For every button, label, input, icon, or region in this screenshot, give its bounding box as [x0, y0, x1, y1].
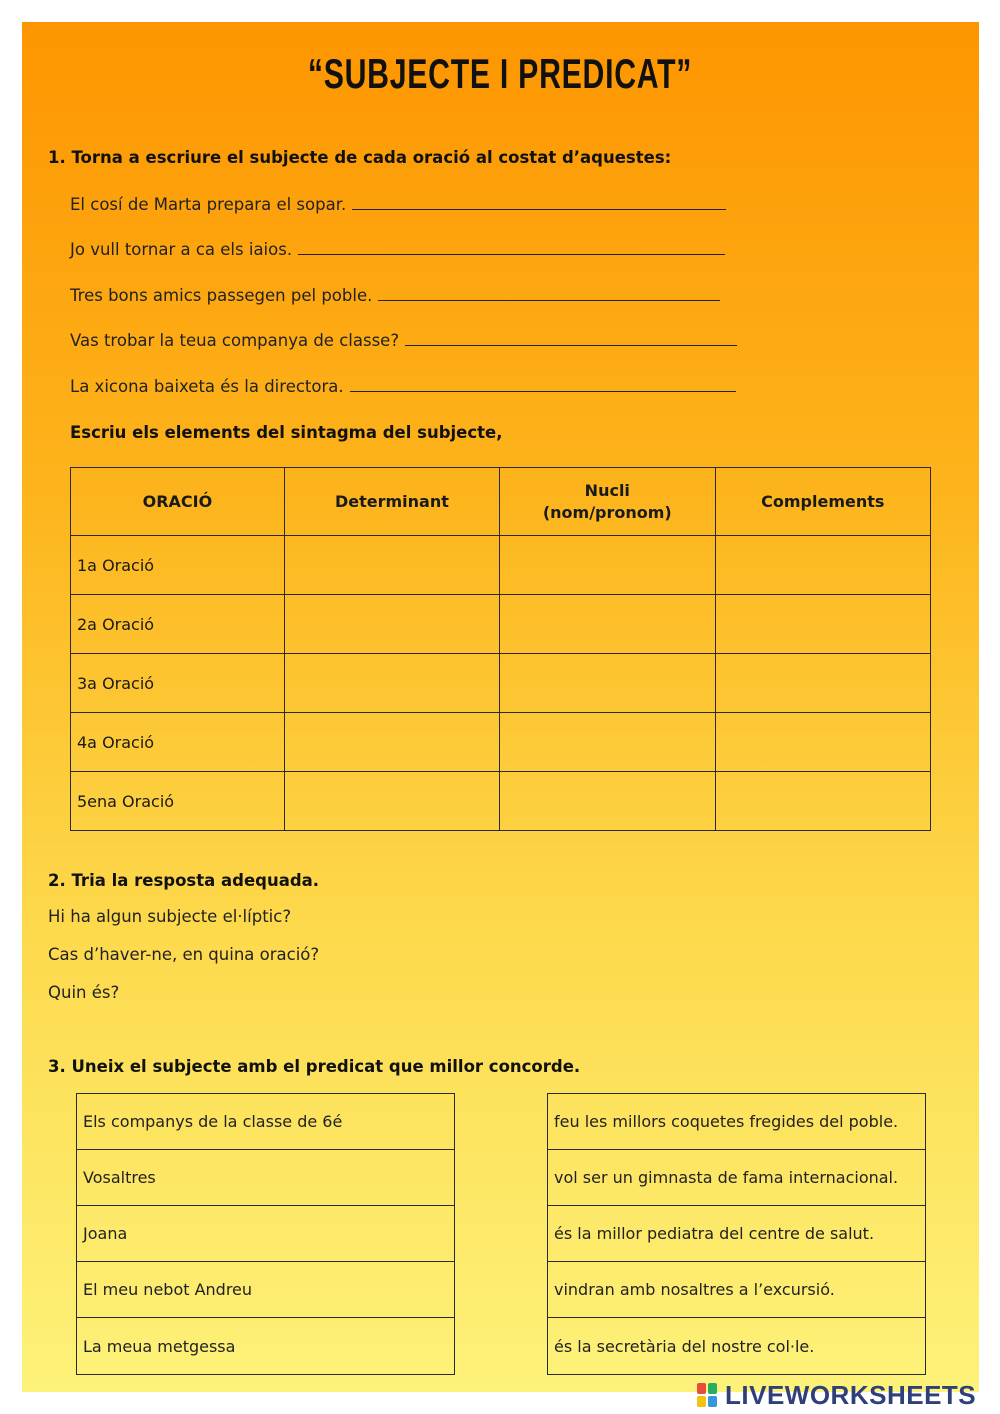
- header-complements: Complements: [715, 468, 930, 536]
- header-oracio: ORACIÓ: [71, 468, 285, 536]
- header-nucli-line1: Nucli: [584, 480, 630, 500]
- determinant-cell[interactable]: [284, 595, 499, 654]
- predicate-item[interactable]: és la secretària del nostre col·le.: [554, 1336, 815, 1356]
- subjects-column: [76, 1093, 455, 1375]
- predicates-column: [547, 1093, 926, 1375]
- nucli-cell[interactable]: [500, 713, 716, 772]
- determinant-cell[interactable]: [284, 772, 499, 831]
- row-label: 1a Oració: [71, 536, 285, 595]
- determinant-cell[interactable]: [284, 536, 499, 595]
- sentence-5-row: [70, 377, 736, 396]
- header-nucli: [500, 468, 716, 536]
- determinant-cell[interactable]: [284, 713, 499, 772]
- sentence-4-row: [70, 331, 737, 350]
- sentence-4-answer-blank[interactable]: [405, 331, 737, 346]
- predicate-item[interactable]: és la millor pediatra del centre de salut.: [548, 1206, 925, 1262]
- subject-item[interactable]: Vosaltres: [77, 1150, 454, 1206]
- subject-item[interactable]: Joana: [77, 1206, 454, 1262]
- sentence-5-answer-blank[interactable]: [350, 377, 736, 392]
- nucli-cell[interactable]: [500, 595, 716, 654]
- table-row: [71, 536, 931, 595]
- table-header-row: [71, 468, 931, 536]
- row-label: 3a Oració: [71, 654, 285, 713]
- complements-cell[interactable]: [715, 654, 930, 713]
- predicate-item[interactable]: vindran amb nosaltres a l’excursió.: [548, 1262, 925, 1318]
- sentence-3-text: Tres bons amics passegen pel poble.: [70, 286, 373, 305]
- q2-line-which-sentence[interactable]: Cas d’haver-ne, en quina oració?: [48, 945, 320, 964]
- nucli-cell[interactable]: [500, 536, 716, 595]
- header-determinant: Determinant: [284, 468, 499, 536]
- row-label: 4a Oració: [71, 713, 285, 772]
- q2-line-elliptic-subject[interactable]: Hi ha algun subjecte el·líptic?: [48, 907, 292, 926]
- nucli-cell[interactable]: [500, 772, 716, 831]
- sentence-5-text: La xicona baixeta és la directora.: [70, 377, 344, 396]
- sentence-3-answer-blank[interactable]: [378, 286, 720, 301]
- question-3-heading: 3. Uneix el subjecte amb el predicat que millor concorde.: [48, 1057, 581, 1076]
- predicate-item[interactable]: feu les millors coquetes fregides del poble.: [548, 1094, 925, 1150]
- nucli-cell[interactable]: [500, 654, 716, 713]
- header-nucli-line2: (nom/pronom): [542, 502, 672, 522]
- page-title: “SUBJECTE I PREDICAT”: [307, 50, 693, 97]
- sentence-4-text: Vas trobar la teua companya de classe?: [70, 331, 400, 350]
- liveworksheets-logo-icon: [697, 1382, 721, 1408]
- table-row: [71, 595, 931, 654]
- sentence-3-row: [70, 286, 720, 305]
- question-2-heading: 2. Tria la resposta adequada.: [48, 871, 320, 890]
- sentence-2-text: Jo vull tornar a ca els iaios.: [70, 240, 293, 259]
- question-1-heading: 1. Torna a escriure el subjecte de cada oració al costat d’aquestes:: [48, 148, 672, 167]
- liveworksheets-logo: [697, 1378, 976, 1412]
- complements-cell[interactable]: [715, 595, 930, 654]
- liveworksheets-logo-text: LIVEWORKSHEETS: [725, 1379, 977, 1410]
- row-label: 2a Oració: [71, 595, 285, 654]
- subject-elements-table: [70, 467, 931, 831]
- q2-line-which-one[interactable]: Quin és?: [48, 983, 120, 1002]
- table-row: [71, 654, 931, 713]
- sentence-2-answer-blank[interactable]: [298, 240, 725, 255]
- subject-item[interactable]: El meu nebot Andreu: [77, 1262, 454, 1318]
- sentence-2-row: [70, 240, 725, 259]
- determinant-cell[interactable]: [284, 654, 499, 713]
- complements-cell[interactable]: [715, 536, 930, 595]
- sentence-1-answer-blank[interactable]: [352, 195, 726, 210]
- subject-item[interactable]: Els companys de la classe de 6é: [77, 1094, 454, 1150]
- sentence-1-row: [70, 195, 726, 214]
- predicate-item[interactable]: vol ser un gimnasta de fama internacional.: [548, 1150, 925, 1206]
- table-row: [71, 772, 931, 831]
- subject-item[interactable]: La meua metgessa: [83, 1336, 236, 1356]
- subject-elements-heading: Escriu els elements del sintagma del subjecte,: [70, 423, 503, 442]
- sentence-1-text: El cosí de Marta prepara el sopar.: [70, 195, 347, 214]
- table-row: [71, 713, 931, 772]
- row-label: 5ena Oració: [71, 772, 285, 831]
- complements-cell[interactable]: [715, 713, 930, 772]
- complements-cell[interactable]: [715, 772, 930, 831]
